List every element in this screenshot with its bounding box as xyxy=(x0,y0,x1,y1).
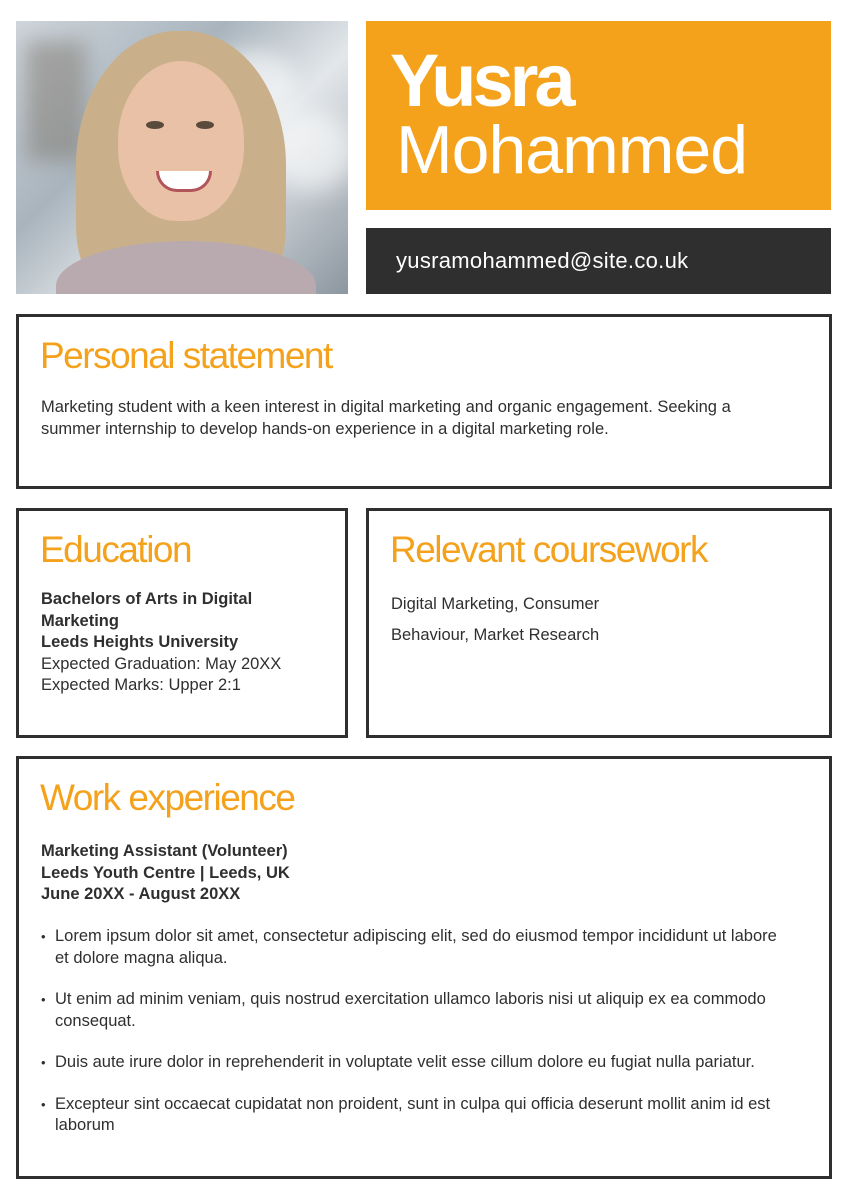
degree-title: Bachelors of Arts in Digital Marketing xyxy=(41,590,253,630)
coursework-list xyxy=(391,589,599,651)
graduation-date: Expected Graduation: May 20XX xyxy=(41,654,282,673)
section-heading: Work experience xyxy=(40,777,295,818)
email-bar xyxy=(366,228,831,294)
education-section xyxy=(16,508,348,738)
email-address[interactable]: yusramohammed@site.co.uk xyxy=(396,248,689,273)
job-header xyxy=(41,841,781,906)
last-name: Mohammed xyxy=(396,112,748,188)
list-item: • Lorem ipsum dolor sit amet, consectetur adipiscing elit, sed do eiusmod tempor incididunt ut labore et dolore magna aliqua. xyxy=(41,926,786,969)
first-name: Yusra xyxy=(390,39,572,122)
list-item: • Ut enim ad minim veniam, quis nostrud exercitation ullamco laboris nisi ut aliquip ex ea commodo consequat. xyxy=(41,989,786,1032)
coursework-line: Behaviour, Market Research xyxy=(391,626,600,644)
education-details xyxy=(41,589,321,697)
coursework-section xyxy=(366,508,832,738)
job-duties xyxy=(41,926,786,1157)
personal-statement-section xyxy=(16,314,832,489)
section-heading: Relevant coursework xyxy=(390,529,707,570)
section-heading: Education xyxy=(40,529,192,570)
photo-face xyxy=(118,61,244,221)
list-item: • Duis aute irure dolor in reprehenderit in voluptate velit esse cillum dolore eu fugiat nulla pariatur. xyxy=(41,1052,786,1074)
name-header xyxy=(366,21,831,210)
job-employer: Leeds Youth Centre | Leeds, UK xyxy=(41,863,290,882)
work-experience-section xyxy=(16,756,832,1179)
coursework-line: Digital Marketing, Consumer xyxy=(391,595,600,613)
photo-eye xyxy=(146,121,164,129)
photo-eye xyxy=(196,121,214,129)
profile-photo xyxy=(16,21,348,294)
list-item: • Excepteur sint occaecat cupidatat non proident, sunt in culpa qui officia deserunt mollit anim id est laborum xyxy=(41,1094,786,1137)
university-name: Leeds Heights University xyxy=(41,633,239,651)
expected-marks: Expected Marks: Upper 2:1 xyxy=(41,676,241,694)
section-heading: Personal statement xyxy=(40,335,332,376)
job-dates: June 20XX - August 20XX xyxy=(41,885,241,903)
job-role: Marketing Assistant (Volunteer) xyxy=(41,842,288,860)
personal-statement-text: Marketing student with a keen interest in digital marketing and organic engagement. Seeking a summer internship to develop hands-on experience in a digital marketing role. xyxy=(41,398,731,438)
